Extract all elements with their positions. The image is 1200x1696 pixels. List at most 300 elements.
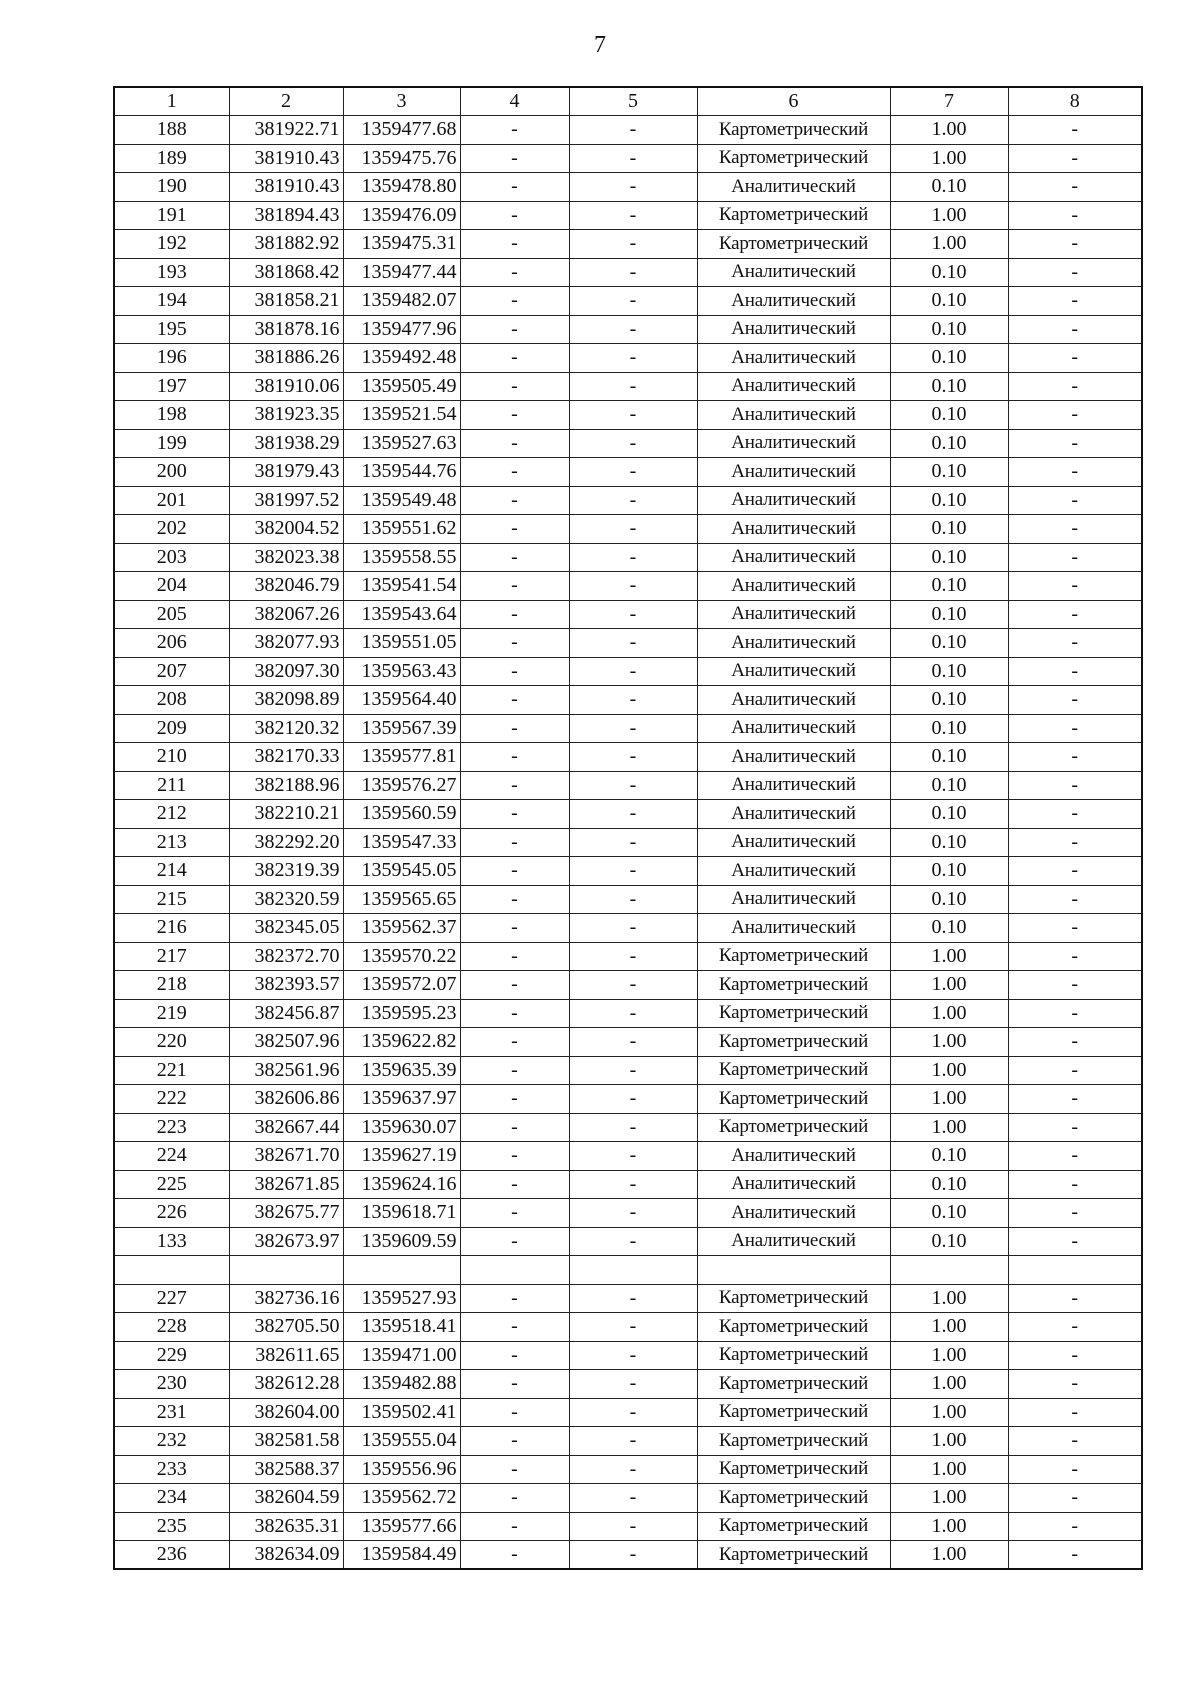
accuracy-cell: 0.10 [890,543,1008,572]
col-8-cell: - [1008,230,1142,259]
col-4-cell: - [460,1227,569,1256]
method-cell: Картометрический [697,942,890,971]
table-row [114,800,1142,829]
accuracy-cell: 0.10 [890,1227,1008,1256]
header-row [114,87,1142,116]
col-4-cell: - [460,657,569,686]
accuracy-cell [890,1256,1008,1285]
accuracy-cell: 1.00 [890,201,1008,230]
x-coordinate-cell: 382588.37 [229,1455,343,1484]
x-coordinate-cell: 381938.29 [229,429,343,458]
point-number-cell: 190 [114,173,229,202]
point-number-cell: 220 [114,1028,229,1057]
table-row [114,714,1142,743]
col-4-cell: - [460,344,569,373]
y-coordinate-cell: 1359560.59 [343,800,460,829]
col-4-cell: - [460,1455,569,1484]
accuracy-cell: 0.10 [890,344,1008,373]
x-coordinate-cell: 382077.93 [229,629,343,658]
table-row [114,1085,1142,1114]
point-number-cell: 223 [114,1113,229,1142]
col-4-cell: - [460,173,569,202]
col-5-cell: - [569,372,697,401]
x-coordinate-cell: 381979.43 [229,458,343,487]
col-8-cell: - [1008,372,1142,401]
x-coordinate-cell: 382671.85 [229,1170,343,1199]
x-coordinate-cell: 381923.35 [229,401,343,430]
col-5-cell: - [569,743,697,772]
method-cell: Картометрический [697,144,890,173]
col-8-cell: - [1008,800,1142,829]
y-coordinate-cell: 1359637.97 [343,1085,460,1114]
accuracy-cell: 0.10 [890,600,1008,629]
method-cell: Аналитический [697,1142,890,1171]
col-4-cell: - [460,686,569,715]
y-coordinate-cell: 1359567.39 [343,714,460,743]
table-row [114,572,1142,601]
col-5-cell: - [569,1341,697,1370]
accuracy-cell: 0.10 [890,828,1008,857]
y-coordinate-cell: 1359576.27 [343,771,460,800]
method-cell: Картометрический [697,1313,890,1342]
col-4-cell: - [460,230,569,259]
col-5-cell: - [569,857,697,886]
method-cell: Аналитический [697,914,890,943]
col-8-cell: - [1008,1455,1142,1484]
accuracy-cell: 1.00 [890,230,1008,259]
x-coordinate-cell: 381886.26 [229,344,343,373]
method-cell: Картометрический [697,1398,890,1427]
x-coordinate-cell: 382097.30 [229,657,343,686]
accuracy-cell: 1.00 [890,1113,1008,1142]
table-row [114,942,1142,971]
y-coordinate-cell: 1359502.41 [343,1398,460,1427]
table-row [114,771,1142,800]
accuracy-cell: 0.10 [890,743,1008,772]
x-coordinate-cell: 382046.79 [229,572,343,601]
y-coordinate-cell: 1359630.07 [343,1113,460,1142]
col-8-cell: - [1008,657,1142,686]
method-cell: Картометрический [697,1085,890,1114]
point-number-cell [114,1256,229,1285]
col-4-cell: - [460,1056,569,1085]
x-coordinate-cell: 381922.71 [229,116,343,145]
col-8-cell: - [1008,914,1142,943]
x-coordinate-cell: 382606.86 [229,1085,343,1114]
table-row [114,600,1142,629]
header-cell-col-6: 6 [697,87,890,116]
col-4-cell: - [460,629,569,658]
x-coordinate-cell: 382635.31 [229,1512,343,1541]
y-coordinate-cell: 1359541.54 [343,572,460,601]
y-coordinate-cell: 1359627.19 [343,1142,460,1171]
accuracy-cell: 0.10 [890,1199,1008,1228]
x-coordinate-cell: 382292.20 [229,828,343,857]
method-cell: Картометрический [697,116,890,145]
col-4-cell: - [460,1541,569,1570]
y-coordinate-cell: 1359555.04 [343,1427,460,1456]
table-row [114,144,1142,173]
y-coordinate-cell: 1359570.22 [343,942,460,971]
header-cell-col-4: 4 [460,87,569,116]
accuracy-cell: 0.10 [890,857,1008,886]
accuracy-cell: 1.00 [890,1028,1008,1057]
point-number-cell: 214 [114,857,229,886]
col-5-cell: - [569,287,697,316]
header-cell-col-1: 1 [114,87,229,116]
x-coordinate-cell: 381997.52 [229,486,343,515]
table-row [114,315,1142,344]
table-row [114,1427,1142,1456]
y-coordinate-cell: 1359577.66 [343,1512,460,1541]
method-cell: Аналитический [697,372,890,401]
x-coordinate-cell: 382345.05 [229,914,343,943]
x-coordinate-cell: 382604.00 [229,1398,343,1427]
col-8-cell: - [1008,686,1142,715]
accuracy-cell: 0.10 [890,515,1008,544]
col-4-cell: - [460,486,569,515]
point-number-cell: 197 [114,372,229,401]
table-row [114,999,1142,1028]
x-coordinate-cell: 382210.21 [229,800,343,829]
table-row [114,1484,1142,1513]
col-4-cell: - [460,372,569,401]
col-8-cell: - [1008,1028,1142,1057]
col-5-cell: - [569,714,697,743]
y-coordinate-cell: 1359471.00 [343,1341,460,1370]
y-coordinate-cell: 1359527.93 [343,1284,460,1313]
point-number-cell: 212 [114,800,229,829]
col-5-cell: - [569,572,697,601]
col-5-cell: - [569,429,697,458]
x-coordinate-cell: 382581.58 [229,1427,343,1456]
col-8-cell: - [1008,857,1142,886]
method-cell: Аналитический [697,771,890,800]
point-number-cell: 216 [114,914,229,943]
x-coordinate-cell: 381882.92 [229,230,343,259]
table-row [114,1313,1142,1342]
method-cell: Картометрический [697,1284,890,1313]
method-cell: Аналитический [697,629,890,658]
y-coordinate-cell: 1359544.76 [343,458,460,487]
col-8-cell: - [1008,1370,1142,1399]
table-row [114,287,1142,316]
col-4-cell: - [460,1484,569,1513]
col-5-cell: - [569,999,697,1028]
table-row [114,1341,1142,1370]
y-coordinate-cell: 1359563.43 [343,657,460,686]
x-coordinate-cell: 382372.70 [229,942,343,971]
col-4-cell: - [460,1199,569,1228]
col-4-cell: - [460,287,569,316]
col-8-cell: - [1008,1056,1142,1085]
method-cell: Аналитический [697,486,890,515]
point-number-cell: 195 [114,315,229,344]
x-coordinate-cell: 381868.42 [229,258,343,287]
col-4-cell: - [460,914,569,943]
col-5-cell: - [569,914,697,943]
method-cell: Аналитический [697,401,890,430]
method-cell: Картометрический [697,971,890,1000]
y-coordinate-cell: 1359562.72 [343,1484,460,1513]
x-coordinate-cell: 382067.26 [229,600,343,629]
method-cell: Аналитический [697,258,890,287]
y-coordinate-cell: 1359564.40 [343,686,460,715]
col-5-cell: - [569,543,697,572]
point-number-cell: 189 [114,144,229,173]
point-number-cell: 232 [114,1427,229,1456]
x-coordinate-cell: 382736.16 [229,1284,343,1313]
col-8-cell: - [1008,1170,1142,1199]
y-coordinate-cell: 1359492.48 [343,344,460,373]
y-coordinate-cell: 1359547.33 [343,828,460,857]
method-cell [697,1256,890,1285]
method-cell: Картометрический [697,999,890,1028]
col-4-cell: - [460,1427,569,1456]
col-8-cell: - [1008,486,1142,515]
col-4-cell: - [460,515,569,544]
accuracy-cell: 0.10 [890,657,1008,686]
table-row [114,173,1142,202]
col-8-cell: - [1008,743,1142,772]
y-coordinate-cell: 1359562.37 [343,914,460,943]
col-5-cell: - [569,401,697,430]
x-coordinate-cell: 382507.96 [229,1028,343,1057]
point-number-cell: 227 [114,1284,229,1313]
col-5-cell: - [569,1398,697,1427]
col-8-cell: - [1008,401,1142,430]
method-cell: Аналитический [697,1170,890,1199]
point-number-cell: 196 [114,344,229,373]
table-row [114,1028,1142,1057]
x-coordinate-cell: 381910.43 [229,173,343,202]
method-cell: Аналитический [697,543,890,572]
col-8-cell: - [1008,543,1142,572]
col-5-cell: - [569,1113,697,1142]
accuracy-cell: 0.10 [890,686,1008,715]
point-number-cell: 206 [114,629,229,658]
x-coordinate-cell: 382319.39 [229,857,343,886]
col-5-cell: - [569,1313,697,1342]
method-cell: Картометрический [697,1341,890,1370]
col-5-cell: - [569,971,697,1000]
accuracy-cell: 0.10 [890,629,1008,658]
point-number-cell: 236 [114,1541,229,1570]
table-row [114,515,1142,544]
y-coordinate-cell: 1359565.65 [343,885,460,914]
col-5-cell: - [569,771,697,800]
table-row [114,657,1142,686]
method-cell: Аналитический [697,515,890,544]
col-5-cell: - [569,315,697,344]
point-number-cell: 221 [114,1056,229,1085]
col-5-cell: - [569,116,697,145]
accuracy-cell: 1.00 [890,942,1008,971]
y-coordinate-cell: 1359518.41 [343,1313,460,1342]
col-8-cell: - [1008,315,1142,344]
table-row [114,1284,1142,1313]
point-number-cell: 200 [114,458,229,487]
col-5-cell: - [569,1056,697,1085]
x-coordinate-cell: 382456.87 [229,999,343,1028]
table-row [114,1256,1142,1285]
header-cell-col-8: 8 [1008,87,1142,116]
y-coordinate-cell: 1359477.96 [343,315,460,344]
accuracy-cell: 0.10 [890,372,1008,401]
col-4-cell: - [460,714,569,743]
point-number-cell: 233 [114,1455,229,1484]
table-row [114,1541,1142,1570]
col-5-cell: - [569,1085,697,1114]
col-8-cell: - [1008,771,1142,800]
point-number-cell: 204 [114,572,229,601]
table-body [114,116,1142,1570]
point-number-cell: 213 [114,828,229,857]
col-5-cell: - [569,458,697,487]
col-8-cell: - [1008,1284,1142,1313]
x-coordinate-cell: 382604.59 [229,1484,343,1513]
col-5-cell: - [569,600,697,629]
coordinates-table [113,86,1143,1570]
accuracy-cell: 0.10 [890,401,1008,430]
y-coordinate-cell: 1359624.16 [343,1170,460,1199]
col-8-cell: - [1008,600,1142,629]
col-8-cell: - [1008,258,1142,287]
col-4-cell: - [460,429,569,458]
col-4-cell: - [460,258,569,287]
point-number-cell: 222 [114,1085,229,1114]
x-coordinate-cell: 382023.38 [229,543,343,572]
accuracy-cell: 1.00 [890,144,1008,173]
x-coordinate-cell: 382393.57 [229,971,343,1000]
y-coordinate-cell: 1359572.07 [343,971,460,1000]
accuracy-cell: 0.10 [890,1170,1008,1199]
x-coordinate-cell: 381878.16 [229,315,343,344]
y-coordinate-cell: 1359595.23 [343,999,460,1028]
accuracy-cell: 1.00 [890,1484,1008,1513]
table-row [114,1056,1142,1085]
method-cell: Аналитический [697,173,890,202]
accuracy-cell: 0.10 [890,173,1008,202]
x-coordinate-cell: 382705.50 [229,1313,343,1342]
col-8-cell: - [1008,1341,1142,1370]
y-coordinate-cell: 1359558.55 [343,543,460,572]
table-row [114,1199,1142,1228]
point-number-cell: 191 [114,201,229,230]
col-5-cell: - [569,800,697,829]
col-4-cell: - [460,1113,569,1142]
point-number-cell: 235 [114,1512,229,1541]
col-4-cell: - [460,116,569,145]
col-5-cell: - [569,1170,697,1199]
col-4-cell: - [460,144,569,173]
col-5-cell: - [569,1142,697,1171]
table-row [114,372,1142,401]
table-row [114,1142,1142,1171]
col-4-cell: - [460,458,569,487]
col-5-cell: - [569,1028,697,1057]
point-number-cell: 202 [114,515,229,544]
col-8-cell: - [1008,971,1142,1000]
table-row [114,1370,1142,1399]
y-coordinate-cell: 1359482.07 [343,287,460,316]
point-number-cell: 218 [114,971,229,1000]
col-5-cell: - [569,828,697,857]
y-coordinate-cell: 1359475.31 [343,230,460,259]
accuracy-cell: 1.00 [890,1284,1008,1313]
y-coordinate-cell: 1359551.05 [343,629,460,658]
accuracy-cell: 1.00 [890,1370,1008,1399]
accuracy-cell: 1.00 [890,1313,1008,1342]
col-5-cell: - [569,1227,697,1256]
point-number-cell: 199 [114,429,229,458]
method-cell: Аналитический [697,458,890,487]
col-4-cell: - [460,971,569,1000]
table-row [114,344,1142,373]
method-cell: Картометрический [697,1028,890,1057]
method-cell: Аналитический [697,714,890,743]
col-8-cell: - [1008,201,1142,230]
col-8-cell: - [1008,1512,1142,1541]
col-5-cell: - [569,230,697,259]
col-4-cell: - [460,1028,569,1057]
col-4-cell: - [460,1512,569,1541]
accuracy-cell: 0.10 [890,486,1008,515]
accuracy-cell: 0.10 [890,800,1008,829]
col-8-cell: - [1008,572,1142,601]
y-coordinate-cell: 1359577.81 [343,743,460,772]
y-coordinate-cell: 1359551.62 [343,515,460,544]
table-row [114,1170,1142,1199]
col-5-cell: - [569,344,697,373]
point-number-cell: 234 [114,1484,229,1513]
col-4-cell: - [460,999,569,1028]
point-number-cell: 228 [114,1313,229,1342]
method-cell: Аналитический [697,315,890,344]
table-row [114,828,1142,857]
x-coordinate-cell [229,1256,343,1285]
point-number-cell: 192 [114,230,229,259]
col-8-cell: - [1008,1427,1142,1456]
col-8-cell: - [1008,116,1142,145]
table-row [114,629,1142,658]
col-5-cell: - [569,258,697,287]
x-coordinate-cell: 382004.52 [229,515,343,544]
col-4-cell: - [460,885,569,914]
x-coordinate-cell: 382675.77 [229,1199,343,1228]
table-row [114,258,1142,287]
col-5-cell: - [569,686,697,715]
accuracy-cell: 0.10 [890,771,1008,800]
col-5-cell: - [569,885,697,914]
col-8-cell: - [1008,1085,1142,1114]
accuracy-cell: 1.00 [890,1085,1008,1114]
col-5-cell: - [569,201,697,230]
y-coordinate-cell: 1359505.49 [343,372,460,401]
y-coordinate-cell: 1359556.96 [343,1455,460,1484]
col-8-cell: - [1008,1313,1142,1342]
col-4-cell: - [460,1085,569,1114]
col-4-cell: - [460,1313,569,1342]
point-number-cell: 229 [114,1341,229,1370]
table-row [114,1512,1142,1541]
table-row [114,885,1142,914]
method-cell: Аналитический [697,885,890,914]
x-coordinate-cell: 382634.09 [229,1541,343,1570]
y-coordinate-cell: 1359478.80 [343,173,460,202]
col-8-cell: - [1008,1541,1142,1570]
y-coordinate-cell: 1359476.09 [343,201,460,230]
